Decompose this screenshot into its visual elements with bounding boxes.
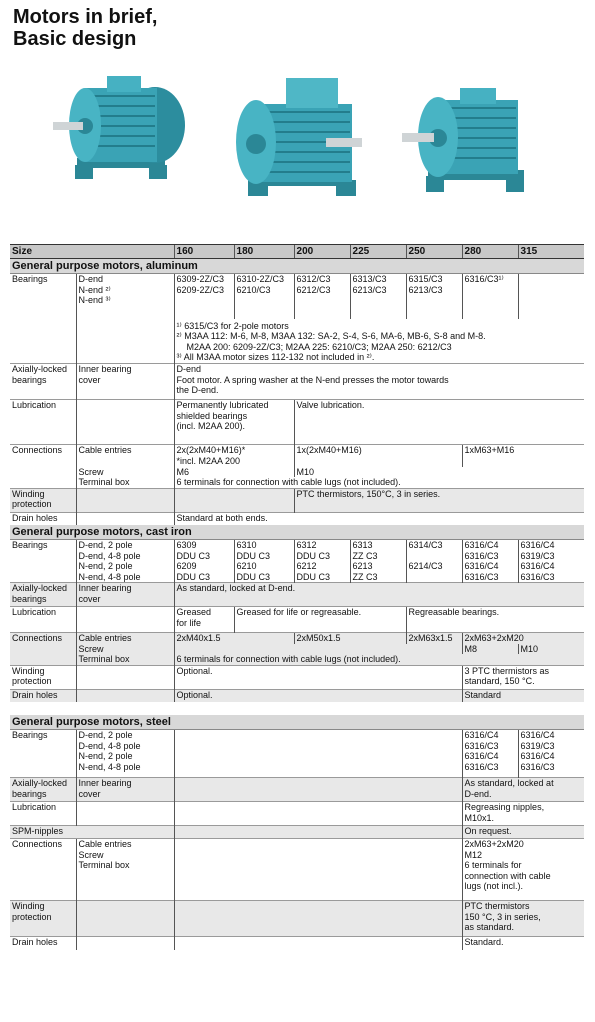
spec-table <box>10 244 584 950</box>
motor-image-steel <box>398 82 548 197</box>
frame-200: 200 <box>294 245 350 259</box>
table-row: Bearings D-end N-end ²⁾ N-end ³⁾ 6309-2Z/C3 6209-2Z/C3 6310-2Z/C3 6210/C3 6312/C3 6212/C3 6313/C3 6213/C3 6315/C3 6213/C3 6316/C3¹⁾ <box>10 274 584 319</box>
table-row: Lubrication Greased for life Greased for life or regreasable. Regreasable bearings. <box>10 607 584 633</box>
size-header-row <box>10 245 584 259</box>
table-row: Lubrication Permanently lubricated shielded bearings (incl. M2AA 200). Valve lubrication. <box>10 400 584 445</box>
table-row: Winding protection PTC thermistors, 150°C, 3 in series. <box>10 488 584 512</box>
table-row: Axially-locked bearings Inner bearing cover D-end Foot motor. A spring washer at the N-end presses the motor towards the D-end. <box>10 364 584 400</box>
table-row <box>10 319 584 364</box>
frame-250: 250 <box>406 245 462 259</box>
section-title-aluminum: General purpose motors, aluminum <box>10 259 584 274</box>
motor-spec-sheet <box>10 244 584 950</box>
frame-315: 315 <box>518 245 584 259</box>
table-row: Bearings D-end, 2 pole D-end, 4-8 pole N-end, 2 pole N-end, 4-8 pole 6309 DDU C3 6209 DDU C3 6310 DDU C3 6210 DDU C3 6312 DDU C3 6212 DDU C3 6313 ZZ C3 6213 ZZ C3 6314/C3 6214/C3 6316/C4 6316/C3 6316/C4 6316/C3 6316/C4 6319/C3 6316/C4 6316/C3 <box>10 540 584 583</box>
motor-image-aluminum <box>45 70 195 185</box>
table-row: Lubrication Regreasing nipples, M10x1. <box>10 802 584 826</box>
size-label: Size <box>10 245 174 259</box>
table-row: Drain holes Standard. <box>10 937 584 950</box>
table-row: Connections Cable entries 2x(2xM40+M16)* *incl. M2AA 200 1x(2xM40+M16) 1xM63+M16 <box>10 445 584 467</box>
table-row: Winding protection Optional. 3 PTC thermistors as standard, 150 °C. <box>10 665 584 689</box>
table-row: Screw M8 M10 <box>10 644 584 655</box>
table-row: Terminal box 6 terminals for connection with cable lugs (not included). <box>10 477 584 488</box>
table-row: Connections Cable entries 2xM40x1.5 2xM50x1.5 2xM63x1.5 2xM63+2xM20 <box>10 633 584 644</box>
motor-image-cast-iron <box>222 74 377 202</box>
table-row: Axially-locked bearings Inner bearing cover As standard, locked at D-end. <box>10 778 584 802</box>
frame-160: 160 <box>174 245 234 259</box>
table-row: Winding protection PTC thermistors 150 °C, 3 in series, as standard. <box>10 901 584 937</box>
bearing-footnotes: ¹⁾ 6315/C3 for 2-pole motors ²⁾ M3AA 112: M-6, M-8, M3AA 132: SA-2, S-4, S-6, MA-6, MB-6, S-8 and M-8. M2AA 200: 6209-2Z/C3; M2AA 225: 6210/C3; M2AA 250: 6212/C3 ³⁾ All M3AA motor sizes 112-132 not included in ²⁾. <box>174 319 584 364</box>
page-title: Motors in brief, Basic design <box>13 6 158 50</box>
frame-225: 225 <box>350 245 406 259</box>
frame-280: 280 <box>462 245 518 259</box>
table-row: Terminal box 6 terminals for connection with cable lugs (not included). <box>10 654 584 665</box>
table-row: Screw M6 M10 <box>10 467 584 478</box>
section-title-cast-iron: General purpose motors, cast iron <box>10 525 584 540</box>
row-label-bearings: Bearings <box>10 274 76 319</box>
table-row: Axially-locked bearings Inner bearing cover As standard, locked at D-end. <box>10 583 584 607</box>
table-row: SPM-nipples On request. <box>10 826 584 839</box>
table-row: Drain holes Optional. Standard <box>10 689 584 702</box>
frame-180: 180 <box>234 245 294 259</box>
table-row: Drain holes Standard at both ends. <box>10 512 584 525</box>
table-row: Connections Cable entries Screw Terminal box 2xM63+2xM20 M12 6 terminals for connection with cable lugs (not incl.). <box>10 839 584 901</box>
section-title-steel: General purpose motors, steel <box>10 715 584 730</box>
table-row: Bearings D-end, 2 pole D-end, 4-8 pole N-end, 2 pole N-end, 4-8 pole 6316/C4 6316/C3 6316/C4 6316/C3 6316/C4 6319/C3 6316/C4 6316/C3 <box>10 730 584 778</box>
